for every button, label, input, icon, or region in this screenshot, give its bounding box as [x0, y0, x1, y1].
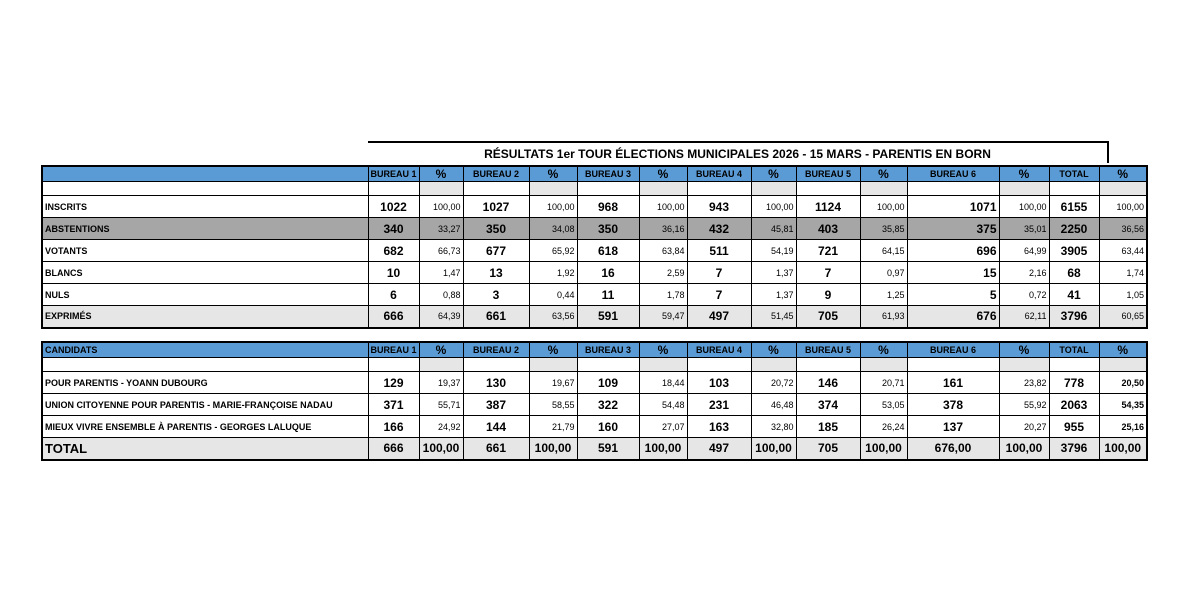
value-cell: 185 [796, 416, 860, 438]
value-cell: 721 [796, 240, 860, 262]
percent-cell: 100,00 [529, 196, 577, 218]
row-label: BLANCS [42, 262, 368, 284]
percent-cell: 2,16 [999, 262, 1049, 284]
candidate-row [42, 416, 1147, 438]
value-cell: 1022 [368, 196, 419, 218]
spacer-cell [463, 358, 529, 372]
value-cell: 3796 [1049, 306, 1099, 328]
percent-cell: 53,05 [860, 394, 907, 416]
row-label: NULS [42, 284, 368, 306]
percent-cell: 19,67 [529, 372, 577, 394]
candidate-label: UNION CITOYENNE POUR PARENTIS - MARIE-FRANÇOISE NADAU [42, 394, 368, 416]
percent-cell: 54,48 [639, 394, 687, 416]
value-cell: 7 [687, 284, 751, 306]
value-cell: 677 [463, 240, 529, 262]
percent-cell: 46,48 [751, 394, 796, 416]
spacer-cell [1049, 182, 1099, 196]
value-cell: 103 [687, 372, 751, 394]
percent-cell: 0,44 [529, 284, 577, 306]
percent-cell: 54,19 [751, 240, 796, 262]
value-cell: 403 [796, 218, 860, 240]
percent-cell: 36,16 [639, 218, 687, 240]
spacer-cell [419, 358, 463, 372]
percent-cell: 64,15 [860, 240, 907, 262]
value-cell: 350 [463, 218, 529, 240]
percent-cell: 1,78 [639, 284, 687, 306]
value-cell: 696 [907, 240, 999, 262]
row-label: VOTANTS [42, 240, 368, 262]
header-percent: % [860, 342, 907, 358]
spacer-cell [639, 182, 687, 196]
percent-cell: 27,07 [639, 416, 687, 438]
percent-cell: 20,71 [860, 372, 907, 394]
percent-cell: 61,93 [860, 306, 907, 328]
candidate-row [42, 394, 1147, 416]
spacer-cell [639, 358, 687, 372]
spacer-cell [796, 358, 860, 372]
percent-cell: 23,82 [999, 372, 1049, 394]
spacer-row [42, 182, 1147, 196]
value-cell: 955 [1049, 416, 1099, 438]
percent-cell: 32,80 [751, 416, 796, 438]
header-bureau: BUREAU 6 [907, 166, 999, 182]
percent-cell: 100,00 [1099, 196, 1147, 218]
percent-cell: 1,25 [860, 284, 907, 306]
spacer-cell [860, 358, 907, 372]
total-value-cell: 497 [687, 438, 751, 460]
percent-cell: 100,00 [999, 196, 1049, 218]
header-percent: % [860, 166, 907, 182]
percent-cell: 34,08 [529, 218, 577, 240]
value-cell: 2063 [1049, 394, 1099, 416]
value-cell: 163 [687, 416, 751, 438]
value-cell: 3 [463, 284, 529, 306]
header-bureau: BUREAU 2 [463, 342, 529, 358]
value-cell: 7 [796, 262, 860, 284]
value-cell: 6 [368, 284, 419, 306]
value-cell: 10 [368, 262, 419, 284]
percent-cell: 1,74 [1099, 262, 1147, 284]
spacer-cell [42, 358, 368, 372]
spacer-cell [999, 182, 1049, 196]
value-cell: 1124 [796, 196, 860, 218]
header-percent: % [419, 342, 463, 358]
percent-cell: 26,24 [860, 416, 907, 438]
value-cell: 778 [1049, 372, 1099, 394]
percent-cell: 51,45 [751, 306, 796, 328]
header-percent: % [1099, 342, 1147, 358]
value-cell: 109 [577, 372, 639, 394]
header-percent: % [999, 166, 1049, 182]
total-percent-cell: 100,00 [751, 438, 796, 460]
header-percent: % [529, 166, 577, 182]
candidate-label: POUR PARENTIS - YOANN DUBOURG [42, 372, 368, 394]
value-cell: 1071 [907, 196, 999, 218]
value-cell: 371 [368, 394, 419, 416]
stat-row [42, 262, 1147, 284]
spacer-cell [1099, 358, 1147, 372]
spacer-cell [419, 182, 463, 196]
header-bureau: BUREAU 6 [907, 342, 999, 358]
total-percent-cell: 100,00 [419, 438, 463, 460]
total-value-cell: 661 [463, 438, 529, 460]
spacer-cell [751, 182, 796, 196]
percent-cell: 25,16 [1099, 416, 1147, 438]
header-label: CANDIDATS [42, 342, 368, 358]
value-cell: 3905 [1049, 240, 1099, 262]
total-percent-cell: 100,00 [999, 438, 1049, 460]
percent-cell: 35,85 [860, 218, 907, 240]
value-cell: 661 [463, 306, 529, 328]
total-value-cell: 676,00 [907, 438, 999, 460]
header-percent: % [751, 166, 796, 182]
value-cell: 591 [577, 306, 639, 328]
spacer-cell [687, 182, 751, 196]
value-cell: 682 [368, 240, 419, 262]
percent-cell: 100,00 [419, 196, 463, 218]
percent-cell: 63,44 [1099, 240, 1147, 262]
total-percent-cell: 100,00 [860, 438, 907, 460]
percent-cell: 55,92 [999, 394, 1049, 416]
spacer-cell [907, 182, 999, 196]
spacer-cell [577, 182, 639, 196]
candidates-table [41, 341, 1148, 461]
value-cell: 968 [577, 196, 639, 218]
header-percent: % [419, 166, 463, 182]
value-cell: 13 [463, 262, 529, 284]
total-value-cell: 666 [368, 438, 419, 460]
percent-cell: 54,35 [1099, 394, 1147, 416]
header-label [42, 166, 368, 182]
percent-cell: 20,27 [999, 416, 1049, 438]
percent-cell: 1,05 [1099, 284, 1147, 306]
percent-cell: 1,92 [529, 262, 577, 284]
spacer-cell [1099, 182, 1147, 196]
value-cell: 497 [687, 306, 751, 328]
value-cell: 1027 [463, 196, 529, 218]
value-cell: 144 [463, 416, 529, 438]
header-bureau: BUREAU 5 [796, 166, 860, 182]
total-percent-cell: 100,00 [529, 438, 577, 460]
spacer-cell [529, 182, 577, 196]
percent-cell: 18,44 [639, 372, 687, 394]
percent-cell: 33,27 [419, 218, 463, 240]
stat-row [42, 284, 1147, 306]
percent-cell: 64,99 [999, 240, 1049, 262]
header-bureau: BUREAU 2 [463, 166, 529, 182]
stat-row [42, 306, 1147, 328]
header-percent: % [999, 342, 1049, 358]
value-cell: 161 [907, 372, 999, 394]
total-percent-cell: 100,00 [1099, 438, 1147, 460]
row-label: ABSTENTIONS [42, 218, 368, 240]
spacer-cell [907, 358, 999, 372]
value-cell: 7 [687, 262, 751, 284]
percent-cell: 100,00 [860, 196, 907, 218]
stat-row [42, 196, 1147, 218]
header-percent: % [1099, 166, 1147, 182]
value-cell: 943 [687, 196, 751, 218]
total-label: TOTAL [42, 438, 368, 460]
spacer-cell [577, 358, 639, 372]
value-cell: 11 [577, 284, 639, 306]
header-bureau: BUREAU 1 [368, 342, 419, 358]
percent-cell: 1,37 [751, 262, 796, 284]
spacer-cell [463, 182, 529, 196]
candidate-row [42, 372, 1147, 394]
header-row [42, 342, 1147, 358]
header-bureau: BUREAU 4 [687, 166, 751, 182]
percent-cell: 63,56 [529, 306, 577, 328]
percent-cell: 21,79 [529, 416, 577, 438]
spacer-cell [368, 358, 419, 372]
value-cell: 9 [796, 284, 860, 306]
spacer-cell [860, 182, 907, 196]
value-cell: 378 [907, 394, 999, 416]
header-bureau: BUREAU 3 [577, 342, 639, 358]
value-cell: 160 [577, 416, 639, 438]
spacer-cell [529, 358, 577, 372]
header-bureau: BUREAU 4 [687, 342, 751, 358]
value-cell: 676 [907, 306, 999, 328]
value-cell: 2250 [1049, 218, 1099, 240]
header-bureau: BUREAU 3 [577, 166, 639, 182]
percent-cell: 24,92 [419, 416, 463, 438]
percent-cell: 20,50 [1099, 372, 1147, 394]
value-cell: 16 [577, 262, 639, 284]
header-bureau: BUREAU 1 [368, 166, 419, 182]
stat-row [42, 240, 1147, 262]
value-cell: 137 [907, 416, 999, 438]
value-cell: 6155 [1049, 196, 1099, 218]
header-bureau: TOTAL [1049, 342, 1099, 358]
spacer-cell [796, 182, 860, 196]
header-percent: % [639, 166, 687, 182]
candidate-label: MIEUX VIVRE ENSEMBLE À PARENTIS - GEORGES LALUQUE [42, 416, 368, 438]
percent-cell: 63,84 [639, 240, 687, 262]
header-percent: % [751, 342, 796, 358]
value-cell: 374 [796, 394, 860, 416]
value-cell: 618 [577, 240, 639, 262]
value-cell: 387 [463, 394, 529, 416]
header-bureau: BUREAU 5 [796, 342, 860, 358]
percent-cell: 0,88 [419, 284, 463, 306]
header-bureau: TOTAL [1049, 166, 1099, 182]
percent-cell: 36,56 [1099, 218, 1147, 240]
value-cell: 68 [1049, 262, 1099, 284]
percent-cell: 35,01 [999, 218, 1049, 240]
percent-cell: 100,00 [639, 196, 687, 218]
percent-cell: 2,59 [639, 262, 687, 284]
percent-cell: 20,72 [751, 372, 796, 394]
value-cell: 166 [368, 416, 419, 438]
spacer-cell [751, 358, 796, 372]
percent-cell: 59,47 [639, 306, 687, 328]
total-row [42, 438, 1147, 460]
spacer-cell [999, 358, 1049, 372]
percent-cell: 19,37 [419, 372, 463, 394]
spacer-cell [368, 182, 419, 196]
percent-cell: 1,47 [419, 262, 463, 284]
percent-cell: 62,11 [999, 306, 1049, 328]
value-cell: 41 [1049, 284, 1099, 306]
percent-cell: 0,97 [860, 262, 907, 284]
value-cell: 130 [463, 372, 529, 394]
row-label: INSCRITS [42, 196, 368, 218]
results-table [41, 165, 1148, 329]
header-row [42, 166, 1147, 182]
percent-cell: 100,00 [751, 196, 796, 218]
spacer-cell [687, 358, 751, 372]
percent-cell: 45,81 [751, 218, 796, 240]
value-cell: 511 [687, 240, 751, 262]
value-cell: 15 [907, 262, 999, 284]
page-title: RÉSULTATS 1er TOUR ÉLECTIONS MUNICIPALES 2026 - 15 MARS - PARENTIS EN BORN [368, 141, 1109, 163]
row-label: EXPRIMÉS [42, 306, 368, 328]
value-cell: 129 [368, 372, 419, 394]
value-cell: 432 [687, 218, 751, 240]
percent-cell: 66,73 [419, 240, 463, 262]
percent-cell: 64,39 [419, 306, 463, 328]
percent-cell: 58,55 [529, 394, 577, 416]
header-percent: % [529, 342, 577, 358]
value-cell: 705 [796, 306, 860, 328]
total-value-cell: 591 [577, 438, 639, 460]
value-cell: 375 [907, 218, 999, 240]
value-cell: 350 [577, 218, 639, 240]
value-cell: 340 [368, 218, 419, 240]
percent-cell: 60,65 [1099, 306, 1147, 328]
percent-cell: 65,92 [529, 240, 577, 262]
header-percent: % [639, 342, 687, 358]
value-cell: 322 [577, 394, 639, 416]
value-cell: 146 [796, 372, 860, 394]
value-cell: 231 [687, 394, 751, 416]
total-percent-cell: 100,00 [639, 438, 687, 460]
spacer-cell [42, 182, 368, 196]
value-cell: 666 [368, 306, 419, 328]
percent-cell: 55,71 [419, 394, 463, 416]
spacer-cell [1049, 358, 1099, 372]
percent-cell: 0,72 [999, 284, 1049, 306]
value-cell: 5 [907, 284, 999, 306]
total-value-cell: 3796 [1049, 438, 1099, 460]
total-value-cell: 705 [796, 438, 860, 460]
percent-cell: 1,37 [751, 284, 796, 306]
stat-row [42, 218, 1147, 240]
spacer-row [42, 358, 1147, 372]
